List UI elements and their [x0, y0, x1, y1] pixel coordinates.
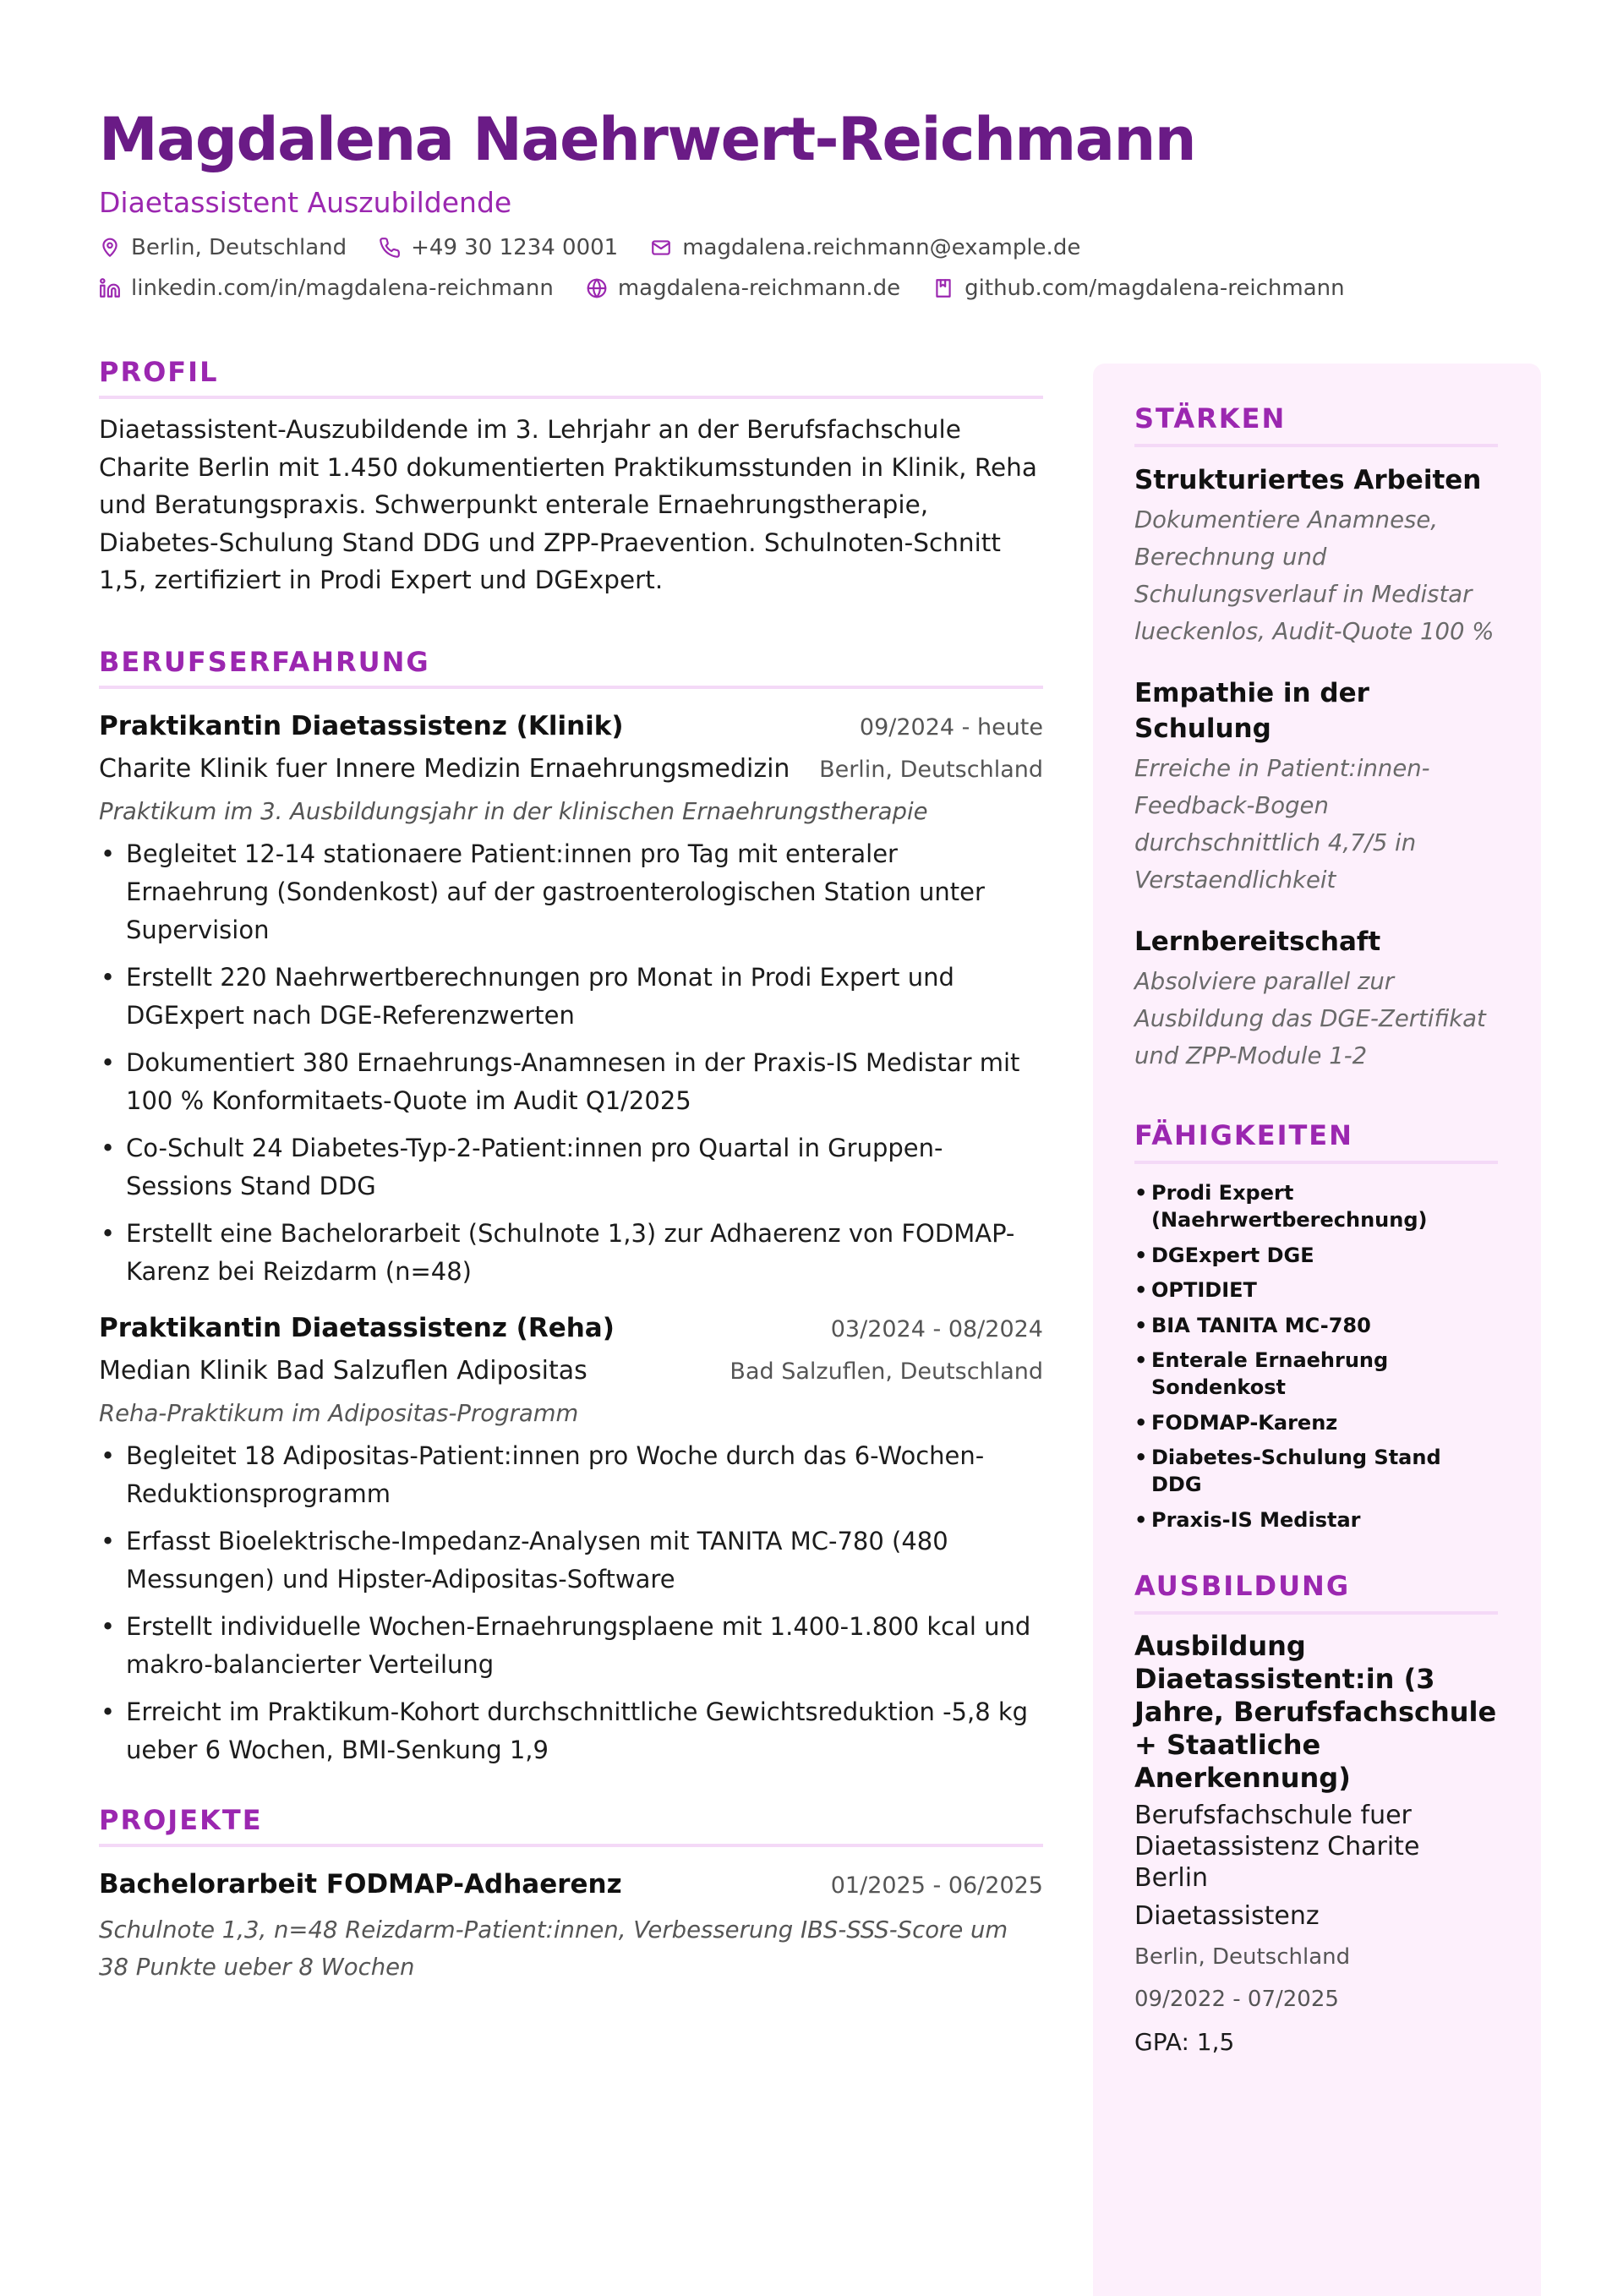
skills-list: [1134, 1179, 1498, 1533]
candidate-name: Magdalena Naehrwert-Reichmann: [99, 105, 1196, 174]
projects-heading: PROJEKTE: [99, 1803, 1043, 1847]
strength-title: Lernbereitschaft: [1134, 927, 1381, 957]
job-entry: [99, 708, 1043, 1291]
website-text: magdalena-reichmann.de: [617, 276, 901, 301]
education-school: Berufsfachschule fuer Diaetassistenz Charite Berlin: [1134, 1800, 1420, 1893]
globe-icon: [586, 277, 608, 299]
job-date: 09/2024 - heute: [859, 713, 1043, 741]
job-bullet: • Erstellt individuelle Wochen-Ernaehrungsplaene mit 1.400-1.800 kcal und makro-balancierter Verteilung: [101, 1611, 1031, 1679]
candidate-role: Diaetassistent Auszubildende: [99, 186, 512, 219]
experience-section: [99, 645, 1043, 1769]
contact-linkedin[interactable]: [99, 272, 554, 304]
strength-description: Absolviere parallel zur Ausbildung das DGE-Zertifikat und ZPP-Module 1-2: [1134, 968, 1486, 1069]
project-entry: [99, 1866, 1043, 1986]
education-field: Diaetassistenz: [1134, 1900, 1320, 1931]
job-description: Praktikum im 3. Ausbildungsjahr in der klinischen Ernaehrungstherapie: [99, 797, 928, 825]
skills-section: [1134, 1118, 1498, 1533]
phone-icon: [379, 237, 401, 259]
location-text: Berlin, Deutschland: [131, 235, 347, 260]
education-gpa: GPA: 1,5: [1134, 2027, 1235, 2056]
mail-icon: [650, 237, 672, 259]
profile-section: [99, 355, 1043, 599]
strength-description: Erreiche in Patient:innen-Feedback-Bogen durchschnittlich 4,7/5 in Verstaendlichkeit: [1134, 755, 1430, 894]
skill-item: • FODMAP-Karenz: [1134, 1410, 1338, 1435]
profile-heading: PROFIL: [99, 355, 1043, 399]
job-title: Praktikantin Diaetassistenz (Klinik): [99, 710, 624, 741]
job-company: Charite Klinik fuer Innere Medizin Ernaehrungsmedizin: [99, 753, 790, 784]
contact-location: [99, 232, 347, 264]
job-bullets: [99, 1437, 1043, 1769]
job-description: Reha-Praktikum im Adipositas-Programm: [99, 1399, 579, 1427]
strength-title: Empathie in der Schulung: [1134, 678, 1369, 744]
map-pin-icon: [99, 237, 121, 259]
job-bullet: • Begleitet 18 Adipositas-Patient:innen pro Woche durch das 6-Wochen-Reduktionsprogramm: [101, 1440, 985, 1508]
project-description: Schulnote 1,3, n=48 Reizdarm-Patient:innen, Verbesserung IBS-SSS-Score um 38 Punkte ueber 8 Wochen: [99, 1916, 1008, 1981]
strength-item: [1134, 462, 1498, 650]
job-title: Praktikantin Diaetassistenz (Reha): [99, 1312, 615, 1343]
skill-item: • Prodi Expert (Naehrwertberechnung): [1134, 1181, 1428, 1232]
education-section: [1134, 1569, 1498, 2058]
job-date: 03/2024 - 08/2024: [830, 1315, 1043, 1342]
skill-item: • Diabetes-Schulung Stand DDG: [1134, 1446, 1441, 1496]
strength-item: [1134, 924, 1498, 1074]
github-text: github.com/magdalena-reichmann: [965, 276, 1345, 301]
job-location: Bad Salzuflen, Deutschland: [730, 1358, 1043, 1385]
job-bullets: [99, 835, 1043, 1291]
linkedin-icon: [99, 277, 121, 299]
skill-item: • OPTIDIET: [1134, 1278, 1257, 1302]
github-icon: [932, 277, 954, 299]
job-bullet: • Begleitet 12-14 stationaere Patient:innen pro Tag mit enteraler Ernaehrung (Sondenkost) auf der gastroenterologischen Station unter Supervision: [101, 839, 985, 944]
linkedin-text: linkedin.com/in/magdalena-reichmann: [131, 276, 554, 301]
experience-heading: BERUFSERFAHRUNG: [99, 645, 1043, 689]
job-location: Berlin, Deutschland: [819, 756, 1043, 783]
skill-item: • BIA TANITA MC-780: [1134, 1313, 1371, 1337]
contact-email[interactable]: [650, 232, 1080, 264]
phone-text: +49 30 1234 0001: [411, 235, 619, 260]
job-bullet: • Erfasst Bioelektrische-Impedanz-Analysen mit TANITA MC-780 (480 Messungen) und Hipster-Adipositas-Software: [101, 1526, 948, 1594]
project-date: 01/2025 - 06/2025: [830, 1872, 1043, 1899]
skill-item: • Enterale Ernaehrung Sondenkost: [1134, 1348, 1389, 1399]
contact-row-secondary: [99, 272, 1536, 304]
job-company: Median Klinik Bad Salzuflen Adipositas: [99, 1355, 587, 1386]
job-bullet: • Co-Schult 24 Diabetes-Typ-2-Patient:innen pro Quartal in Gruppen-Sessions Stand DDG: [101, 1133, 943, 1200]
job-bullet: • Erstellt 220 Naehrwertberechnungen pro Monat in Prodi Expert und DGExpert nach DGE-Referenzwerten: [101, 962, 954, 1030]
job-bullet: • Erstellt eine Bachelorarbeit (Schulnote 1,3) zur Adhaerenz von FODMAP-Karenz bei Reizdarm (n=48): [101, 1218, 1015, 1286]
email-text: magdalena.reichmann@example.de: [682, 235, 1081, 260]
job-entry: [99, 1309, 1043, 1769]
job-bullet: • Erreicht im Praktikum-Kohort durchschnittliche Gewichtsreduktion -5,8 kg ueber 6 Wochen, BMI-Senkung 1,9: [101, 1697, 1029, 1764]
contact-phone[interactable]: [379, 232, 618, 264]
profile-summary: Diaetassistent-Auszubildende im 3. Lehrjahr an der Berufsfachschule Charite Berlin mit 1.450 dokumentierten Praktikumsstunden in Klinik, Reha und Beratungspraxis. Schwerpunkt enterale Ernaehrungstherapie, Diabetes-Schulung Stand DDG und ZPP-Praevention. Schulnoten-Schnitt 1,5, zertifiziert in Prodi Expert und DGExpert.: [99, 415, 1037, 594]
main-column: [99, 355, 1043, 1986]
strength-item: [1134, 675, 1498, 899]
education-degree: Ausbildung Diaetassistent:in (3 Jahre, Berufsfachschule + Staatliche Anerkennung): [1134, 1629, 1497, 1794]
education-heading: AUSBILDUNG: [1134, 1569, 1498, 1615]
resume-header: [99, 101, 1536, 304]
project-title: Bachelorarbeit FODMAP-Adhaerenz: [99, 1868, 622, 1900]
education-dates: 09/2022 - 07/2025: [1134, 1986, 1339, 2012]
strengths-section: [1134, 402, 1498, 1074]
contact-github[interactable]: [932, 272, 1344, 304]
skills-heading: FÄHIGKEITEN: [1134, 1118, 1498, 1164]
strength-description: Dokumentiere Anamnese, Berechnung und Schulungsverlauf in Medistar lueckenlos, Audit-Quote 100 %: [1134, 506, 1495, 645]
education-location: Berlin, Deutschland: [1134, 1943, 1351, 1970]
strength-title: Strukturiertes Arbeiten: [1134, 465, 1482, 495]
strengths-heading: STÄRKEN: [1134, 402, 1498, 447]
projects-section: [99, 1803, 1043, 1986]
job-bullet: • Dokumentiert 380 Ernaehrungs-Anamnesen in der Praxis-IS Medistar mit 100 % Konformitaets-Quote im Audit Q1/2025: [101, 1047, 1020, 1115]
contact-website[interactable]: [586, 272, 900, 304]
skill-item: • Praxis-IS Medistar: [1134, 1507, 1361, 1532]
contact-row-primary: [99, 232, 1536, 264]
skill-item: • DGExpert DGE: [1134, 1243, 1314, 1267]
sidebar: [1093, 364, 1541, 2296]
